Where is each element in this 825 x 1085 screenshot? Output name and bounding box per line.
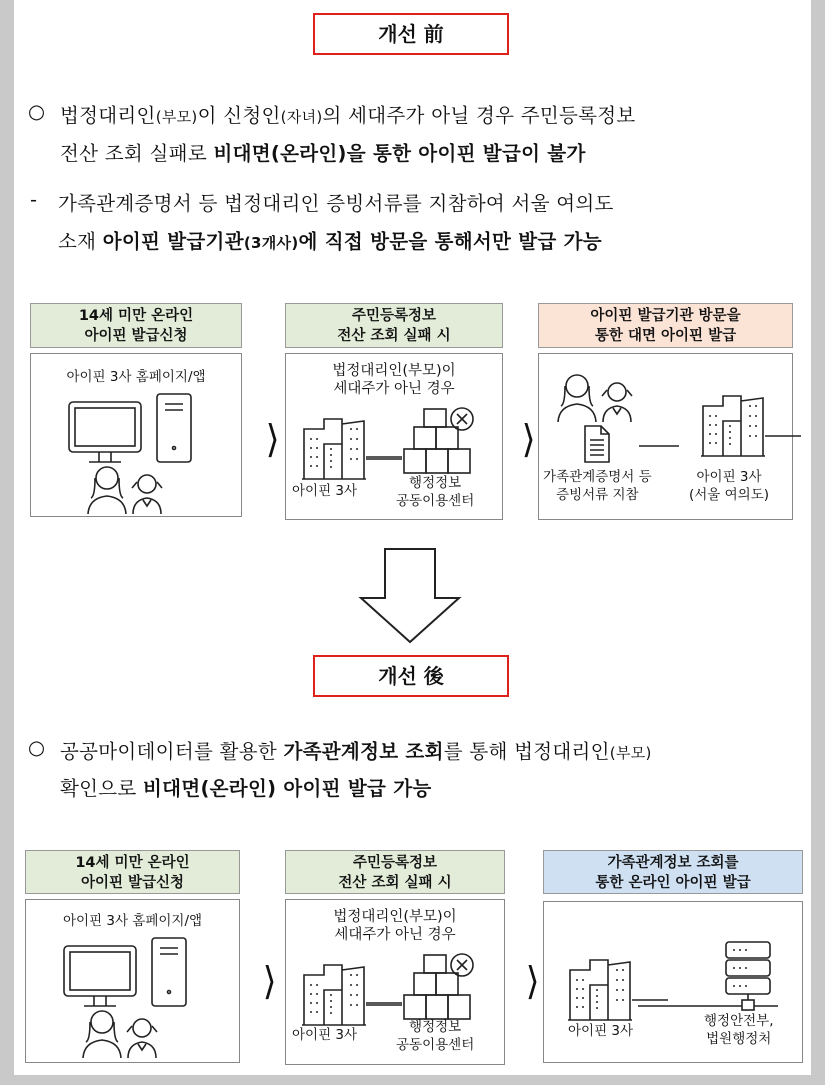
step-caption bbox=[286, 362, 502, 398]
after-step2-box bbox=[285, 899, 505, 1065]
before-bullet1-line1 bbox=[60, 100, 636, 128]
server-rack-icon bbox=[638, 942, 788, 1012]
text-segment: 가족관계증명서 등 법정대리인 증빙서류를 지참하여 서울 여의도 bbox=[58, 192, 614, 215]
computer-icon bbox=[64, 938, 204, 1058]
label-line: (서울 여의도) bbox=[689, 487, 770, 503]
header-line: 14세 미만 온라인 bbox=[78, 308, 194, 324]
header-line: 주민등록정보 bbox=[351, 308, 437, 324]
parent-child-icon bbox=[555, 372, 635, 422]
label-line: 가족관계증명서 등 bbox=[543, 469, 652, 485]
right-label bbox=[689, 468, 769, 504]
before-bullet2-line2 bbox=[58, 226, 602, 254]
label-line: 행정정보 bbox=[409, 1019, 462, 1035]
text-segment: 를 통해 법정대리인 bbox=[443, 740, 610, 763]
after-step1-box bbox=[25, 899, 240, 1063]
text-segment: 확인으로 bbox=[60, 777, 144, 800]
header-line: 아이핀 발급신청 bbox=[80, 875, 185, 891]
text-segment: 비대면(온라인) 아이핀 발급 가능 bbox=[143, 777, 432, 800]
building-icon bbox=[568, 948, 638, 1020]
label-line: 법원행정처 bbox=[706, 1031, 772, 1047]
right-label bbox=[396, 1018, 474, 1054]
caption-line: 세대주가 아닌 경우 bbox=[333, 381, 455, 397]
label-line: 공동이용센터 bbox=[396, 493, 475, 509]
step-caption: 아이핀 3사 홈페이지/앱 bbox=[62, 913, 203, 929]
text-segment: (자녀) bbox=[280, 108, 323, 126]
text-segment: 가족관계정보 조회 bbox=[283, 740, 444, 763]
chevron-right-icon: ❭ bbox=[523, 960, 541, 1000]
text-segment: 이 신청인 bbox=[197, 104, 281, 127]
text-segment: (3개사) bbox=[243, 234, 299, 252]
building-icon bbox=[701, 384, 771, 456]
after-bullet1-marker: ○ bbox=[28, 736, 46, 759]
text-segment: 비대면(온라인)을 통한 아이핀 발급이 불가 bbox=[213, 142, 586, 165]
label-line: 공동이용센터 bbox=[396, 1037, 475, 1053]
text-segment: 법정대리인 bbox=[60, 104, 156, 127]
after-step3-header bbox=[543, 850, 803, 894]
text-segment: 전산 조회 실패로 bbox=[60, 142, 214, 165]
header-line: 아이핀 발급기관 방문을 bbox=[590, 308, 741, 324]
text-segment: 소재 bbox=[58, 230, 103, 253]
computer-icon bbox=[69, 394, 209, 514]
header-line: 통한 온라인 아이핀 발급 bbox=[595, 875, 751, 891]
before-bullet2-line1 bbox=[58, 188, 614, 216]
left-label: 아이핀 3사 bbox=[292, 483, 358, 499]
chevron-right-icon: ❭ bbox=[263, 418, 281, 458]
caption-line: 법정대리인(부모)이 bbox=[332, 363, 456, 379]
down-arrow-icon bbox=[360, 548, 460, 644]
caption-line: 법정대리인(부모)이 bbox=[333, 909, 457, 925]
label-line: 행정정보 bbox=[409, 475, 462, 491]
header-line: 주민등록정보 bbox=[352, 855, 438, 871]
left-label bbox=[543, 468, 652, 504]
text-segment: 에 직접 방문을 통해서만 발급 가능 bbox=[298, 230, 602, 253]
before-bullet1-line2 bbox=[60, 138, 586, 166]
header-line: 통한 대면 아이핀 발급 bbox=[594, 328, 737, 344]
before-bullet1-marker: ○ bbox=[28, 100, 46, 123]
label-line: 아이핀 3사 bbox=[696, 469, 762, 485]
right-label bbox=[704, 1012, 774, 1048]
before-bullet2-marker: - bbox=[30, 188, 38, 211]
before-step1-header bbox=[30, 303, 242, 348]
server-boxes-x-icon bbox=[376, 409, 486, 479]
header-line: 전산 조회 실패 시 bbox=[338, 875, 452, 891]
before-step2-header bbox=[285, 303, 503, 348]
caption-line: 세대주가 아닌 경우 bbox=[334, 927, 456, 943]
after-bullet1-line2 bbox=[60, 773, 432, 801]
building-icon bbox=[302, 960, 372, 1025]
header-line: 전산 조회 실패 시 bbox=[337, 328, 451, 344]
before-step3-header bbox=[538, 303, 793, 348]
text-segment: 아이핀 발급기관 bbox=[102, 230, 244, 253]
left-label: 아이핀 3사 bbox=[568, 1023, 634, 1039]
before-step3-box bbox=[538, 353, 793, 520]
document-icon bbox=[585, 426, 695, 466]
text-segment: 의 세대주가 아닐 경우 주민등록정보 bbox=[322, 104, 636, 127]
chevron-right-icon: ❭ bbox=[519, 418, 537, 458]
header-line: 14세 미만 온라인 bbox=[75, 855, 190, 871]
building-icon bbox=[302, 414, 372, 479]
chevron-right-icon: ❭ bbox=[260, 960, 278, 1000]
left-label: 아이핀 3사 bbox=[292, 1027, 358, 1043]
after-bullet1-line1 bbox=[60, 736, 652, 764]
text-segment: 공공마이데이터를 활용한 bbox=[60, 740, 284, 763]
step-caption: 아이핀 3사 홈페이지/앱 bbox=[66, 369, 206, 385]
before-step1-box bbox=[30, 353, 242, 517]
before-title: 개선 前 bbox=[313, 13, 509, 55]
after-step1-header bbox=[25, 850, 240, 894]
text-segment: (부모) bbox=[609, 744, 652, 762]
step-caption bbox=[286, 908, 504, 944]
text-segment: (부모) bbox=[155, 108, 198, 126]
after-step2-header bbox=[285, 850, 505, 894]
after-step3-box bbox=[543, 901, 803, 1063]
server-boxes-x-icon bbox=[376, 955, 486, 1025]
header-line: 아이핀 발급신청 bbox=[84, 328, 188, 344]
right-label bbox=[396, 474, 474, 510]
label-line: 증빙서류 지참 bbox=[556, 487, 639, 503]
before-step2-box bbox=[285, 353, 503, 520]
after-title: 개선 後 bbox=[313, 655, 509, 697]
label-line: 행정안전부, bbox=[704, 1013, 774, 1029]
header-line: 가족관계정보 조회를 bbox=[607, 855, 739, 871]
